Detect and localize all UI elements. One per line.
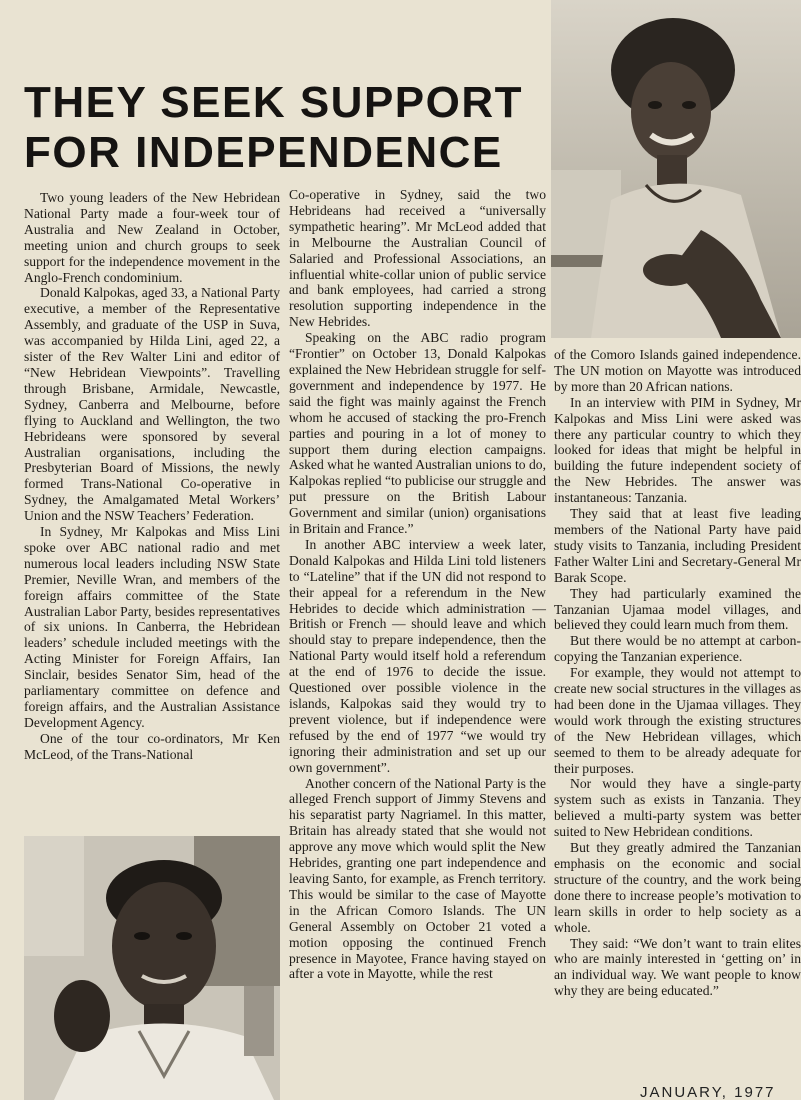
article-column-1 [24,190,280,763]
photo-of-man [24,836,280,1100]
paragraph: For example, they would not attempt to create new social structures in the villages as had been done in the Ujamaa villages. They would work through the existing structures of the New Hebridean villages, which seemed to them to be already adequate for their purposes. [554,665,801,776]
paragraph: They said that at least five leading members of the National Party have paid study visits to Tanzania, including President Father Walter Lini and Secretary-General Mr Barak Scope. [554,506,801,585]
article-column-3 [554,347,801,999]
paragraph: In Sydney, Mr Kalpokas and Miss Lini spoke over ABC national radio and met numerous local leaders including NSW State Premier, Neville Wran, and members of the foreign affairs committee of the State Australian Labor Party, besides representatives of six unions. In Canberra, the Hebridean leaders’ schedule included meetings with the Acting Minister for Foreign Affairs, Ian Sinclair, besides Senator Sim, head of the parliamentary committee on defence and foreign affairs, and the Australian Assistance Development Agency. [24,524,280,730]
article-column-2 [289,187,546,982]
paragraph: In an interview with PIM in Sydney, Mr Kalpokas and Miss Lini were asked was there any particular country to which they looked for ideas that might be helpful in building the future independent society of the New Hebrides. The answer was instantaneous: Tanzania. [554,394,801,506]
paragraph: Speaking on the ABC radio program “Frontier” on October 13, Donald Kalpokas explained the New Hebridean struggle for self-government and independence by 1977. He said the fight was mainly against the French whom he accused of stacking the pro-French parties and pouring in a lot of money to support them during election campaigns. Asked what he wanted Australian unions to do, Kalpokas replied “to publicise our struggle and put pressure on the British Labour Government and similar (union) organisations in Britain and France.” [289,330,546,537]
paragraph: They had particularly examined the Tanzanian Ujamaa model villages, and believed they could learn much from them. [554,585,801,633]
photo-of-woman [551,0,801,338]
paragraph: But they greatly admired the Tanzanian emphasis on the economic and social structure of the country, and the work being done there to increase people’s motivation to learn skills in order to help society as a whole. [554,840,801,935]
paragraph: Two young leaders of the New Hebridean National Party made a four-week tour of Australia and New Zealand in October, meeting union and church groups to seek support for the independence movement in the Anglo-French condominium. [24,190,280,285]
paragraph: They said: “We don’t want to train elites who are mainly interested in ‘getting on’ in an individual way. We want people to know why they are being educated.” [554,935,801,999]
paragraph: But there would be no attempt at carbon-copying the Tanzanian experience. [554,633,801,665]
paragraph: Donald Kalpokas, aged 33, a National Party executive, a member of the Representative Assembly, and graduate of the USP in Suva, was accompanied by Hilda Lini, aged 22, a sister of the Rev Walter Lini and editor of “New Hebridean Viewpoints”. Travelling through Brisbane, Armidale, Newcastle, Sydney, Canberra and Melbourne, before flying to Auckland and Wellington, the two Hebrideans were sponsored by several Australian organisations, including the Presbyterian Board of Missions, the newly formed Trans-National Co-operative in Sydney, the Amalgamated Metal Workers’ Union and the NSW Teachers’ Federation. [24,285,280,524]
footer-date: JANUARY, 1977 [640,1084,776,1100]
headline-line-1: THEY SEEK SUPPORT [24,78,524,127]
headline-line-2: FOR INDEPENDENCE [24,128,503,177]
paragraph: Co-operative in Sydney, said the two Hebrideans had received a “universally sympathetic hearing”. Mr McLeod added that in Melbourne the Australian Council of Salaried and Professional Associations, an influential white-collar union of public service and bank employees, had carried a strong resolution supporting independence in the New Hebrides. [289,187,546,330]
paragraph: One of the tour co-ordinators, Mr Ken McLeod, of the Trans-National [24,730,280,762]
paragraph: Another concern of the National Party is the alleged French support of Jimmy Stevens and his separatist party Nagriamel. In this matter, Britain has already stated that she would not approve any move which would split the New Hebrides, granting one part independence and leaving Santo, for example, as French territory. This would be similar to the case of Mayotte in the African Comoro Islands. The UN General Assembly on October 21 voted a motion opposing the continued French presence in Mayotee, France having stayed on after a vote in Mayotte, while the rest [289,775,546,982]
paragraph: of the Comoro Islands gained independence. The UN motion on Mayotte was introduced by more than 20 African nations. [554,347,801,394]
headline [24,78,549,178]
paragraph: Nor would they have a single-party system such as exists in Tanzania. They believed a multi-party system was better suited to New Hebridean conditions. [554,776,801,840]
paragraph: In another ABC interview a week later, Donald Kalpokas and Hilda Lini told listeners to “Lateline” that if the UN did not respond to their appeal for a referendum in the New Hebrides to decide which administration — British or French — should leave and which should stay to prepare independence, then the National Party would itself hold a referendum at the end of 1976 to decide the issue. Questioned over possible violence in the islands, Kalpokas said they would try to prevent violence, but if independence were refused by the end of 1977 “we would try ignoring their administration and set up our own government”. [289,536,546,775]
